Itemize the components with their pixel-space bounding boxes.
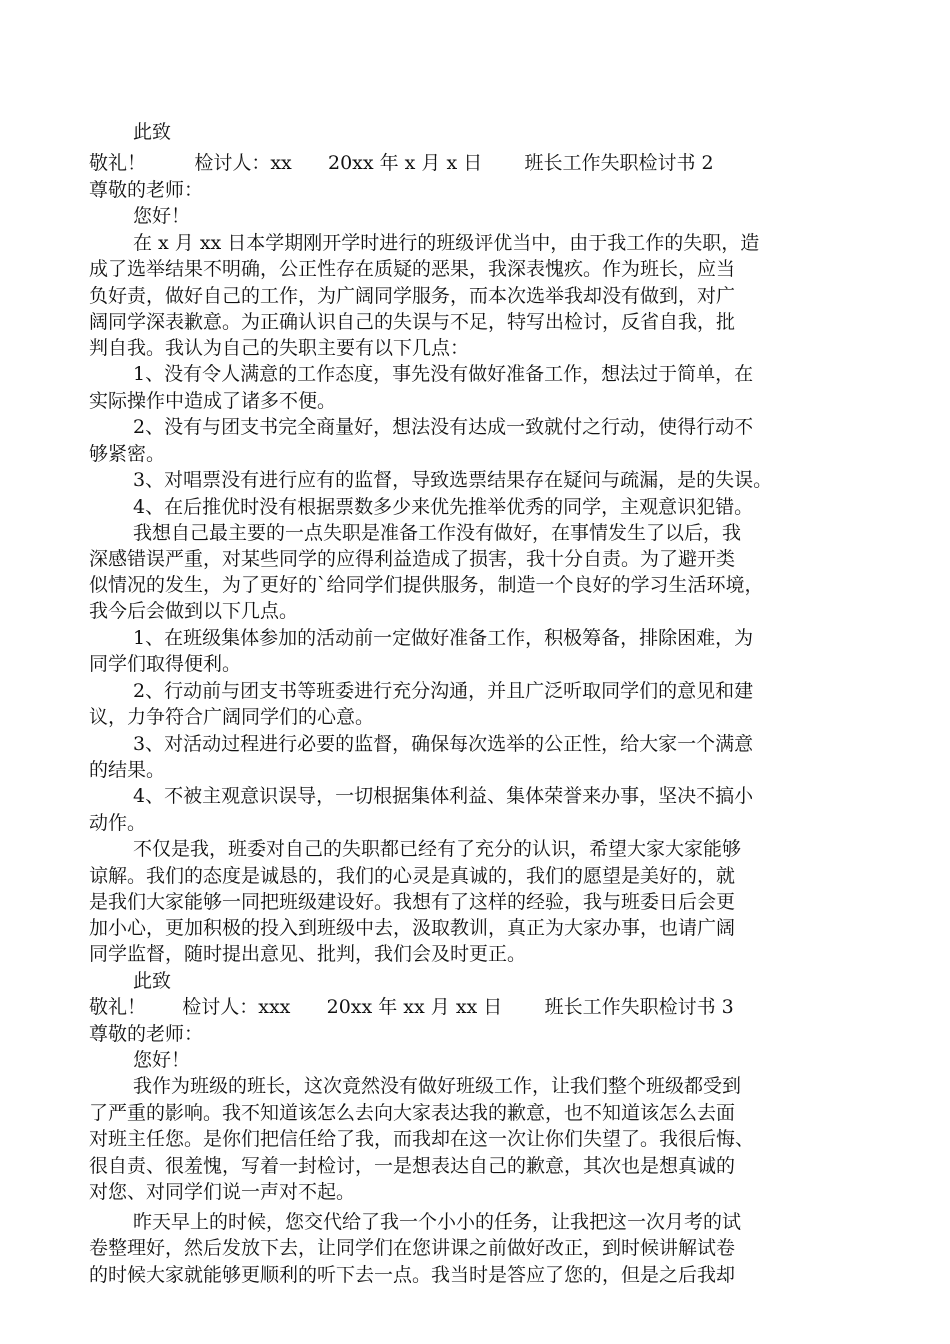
salutation-line: 尊敬的老师：	[89, 179, 204, 201]
body-line: 同学们取得便利。	[89, 653, 242, 675]
body-line: 4、在后推优时没有根据票数多少来优先推举优秀的同学，主观意识犯错。	[133, 496, 754, 518]
closing-line: 此致	[133, 970, 172, 992]
body-line: 不仅是我，班委对自己的失职都已经有了充分的认识，希望大家大家能够	[133, 838, 742, 860]
body-line: 我想自己最主要的一点失职是准备工作没有做好，在事情发生了以后，我	[133, 522, 742, 544]
body-line: 3、对唱票没有进行应有的监督，导致选票结果存在疑问与疏漏，是的失误。	[133, 469, 773, 491]
body-line: 对班主任您。是你们把信任给了我，而我却在这一次让你们失望了。我很后悔、	[89, 1128, 755, 1150]
body-line: 在 x 月 xx 日本学期刚开学时进行的班级评优当中，由于我工作的失职，造	[133, 232, 760, 254]
signature-line: 敬礼！ 检讨人：xx 20xx 年 x 月 x 日 班长工作失职检讨书 2	[89, 152, 714, 174]
body-line: 卷整理好，然后发放下去，让同学们在您讲课之前做好改正，到时候讲解试卷	[89, 1237, 736, 1259]
body-line: 我作为班级的班长，这次竟然没有做好班级工作，让我们整个班级都受到	[133, 1075, 742, 1097]
body-line: 负好责，做好自己的工作，为广阔同学服务，而本次选举我却没有做到，对广	[89, 285, 736, 307]
body-line: 成了选举结果不明确，公正性存在质疑的恶果，我深表愧疚。作为班长，应当	[89, 258, 736, 280]
body-line: 加小心，更加积极的投入到班级中去，汲取教训，真正为大家办事，也请广阔	[89, 917, 736, 939]
body-line: 议，力争符合广阔同学们的心意。	[89, 706, 375, 728]
signature-line: 敬礼！ 检讨人：xxx 20xx 年 xx 月 xx 日 班长工作失职检讨书 3	[89, 996, 734, 1018]
body-line: 谅解。我们的态度是诚恳的，我们的心灵是真诚的，我们的愿望是美好的，就	[89, 865, 736, 887]
body-line: 了严重的影响。我不知道该怎么去向大家表达我的歉意，也不知道该怎么去面	[89, 1102, 736, 1124]
body-line: 实际操作中造成了诸多不便。	[89, 390, 337, 412]
greeting-line: 您好！	[133, 1049, 191, 1071]
body-line: 够紧密。	[89, 443, 166, 465]
greeting-line: 您好！	[133, 205, 191, 227]
body-line: 3、对活动过程进行必要的监督，确保每次选举的公正性，给大家一个满意	[133, 733, 754, 755]
body-line: 动作。	[89, 812, 147, 834]
body-line: 同学监督，随时提出意见、批判，我们会及时更正。	[89, 943, 527, 965]
closing-line: 此致	[133, 121, 172, 143]
body-line: 2、行动前与团支书等班委进行充分沟通，并且广泛听取同学们的意见和建	[133, 680, 754, 702]
body-line: 很自责、很羞愧，写着一封检讨，一是想表达自己的歉意，其次也是想真诚的	[89, 1155, 736, 1177]
body-line: 1、没有令人满意的工作态度，事先没有做好准备工作，想法过于简单，在	[133, 363, 754, 385]
body-line: 4、不被主观意识误导，一切根据集体利益、集体荣誉来办事，坚决不搞小	[133, 785, 754, 807]
body-line: 深感错误严重，对某些同学的应得利益造成了损害，我十分自责。为了避开类	[89, 548, 736, 570]
body-line: 判自我。我认为自己的失职主要有以下几点：	[89, 337, 470, 359]
body-line: 似情况的发生，为了更好的`给同学们提供服务，制造一个良好的学习生活环境，	[89, 574, 764, 596]
body-line: 2、没有与团支书完全商量好，想法没有达成一致就付之行动，使得行动不	[133, 416, 754, 438]
body-line: 阔同学深表歉意。为正确认识自己的失误与不足，特写出检讨，反省自我，批	[89, 311, 736, 333]
body-line: 的时候大家就能够更顺利的听下去一点。我当时是答应了您的，但是之后我却	[89, 1264, 736, 1286]
body-line: 的结果。	[89, 759, 166, 781]
body-line: 是我们大家能够一同把班级建设好。我想有了这样的经验，我与班委日后会更	[89, 891, 736, 913]
body-line: 1、在班级集体参加的活动前一定做好准备工作，积极筹备，排除困难，为	[133, 627, 754, 649]
salutation-line: 尊敬的老师：	[89, 1023, 204, 1045]
body-line: 对您、对同学们说一声对不起。	[89, 1181, 356, 1203]
body-line: 昨天早上的时候，您交代给了我一个小小的任务，让我把这一次月考的试	[133, 1211, 742, 1233]
body-line: 我今后会做到以下几点。	[89, 600, 299, 622]
